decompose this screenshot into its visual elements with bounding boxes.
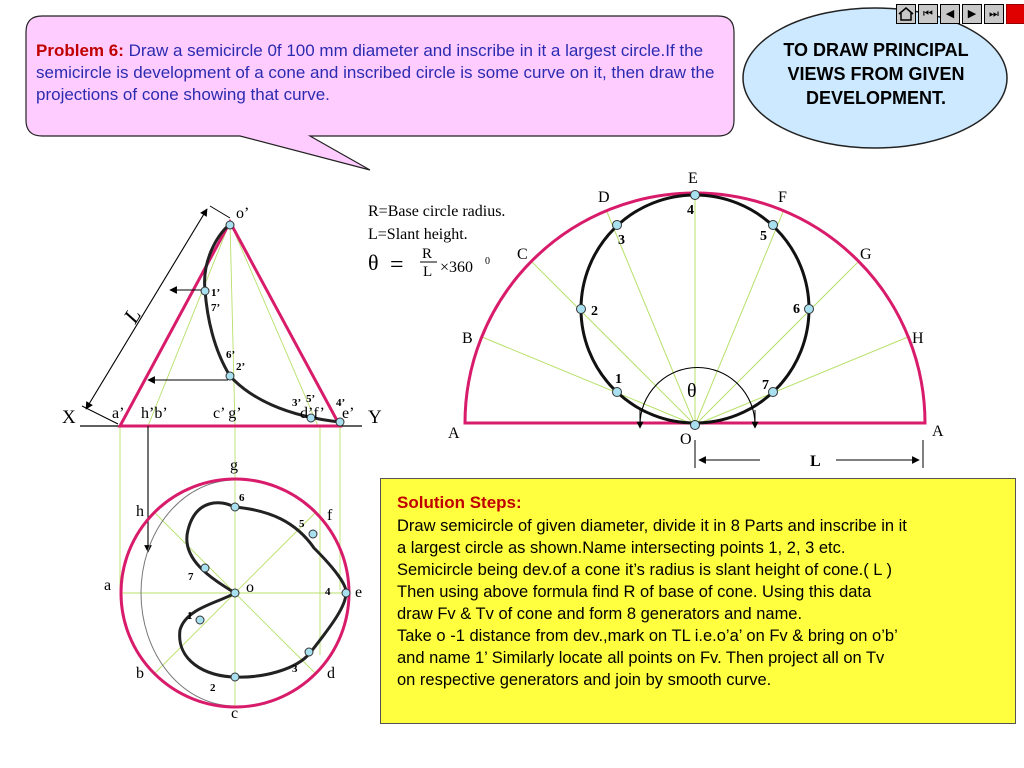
last-slide-button[interactable]: ⏭ — [984, 4, 1004, 24]
tv-point-3 — [305, 648, 313, 656]
formula-equals: = — [390, 252, 404, 278]
tv-num-3: 3 — [292, 663, 298, 675]
top-view — [104, 457, 362, 722]
dev-point-1 — [613, 388, 622, 397]
fv-curve — [205, 224, 340, 422]
dev-label-e: E — [688, 170, 698, 187]
dev-num-7: 7 — [762, 378, 769, 393]
formula — [368, 203, 505, 280]
fv-base-label-a: a’ — [112, 405, 125, 422]
dev-point-o — [691, 421, 700, 430]
dev-point-3 — [613, 221, 622, 230]
tv-point-4 — [342, 589, 350, 597]
dev-label-f: F — [778, 189, 787, 206]
next-slide-button[interactable]: ▶ — [962, 4, 982, 24]
end-show-button[interactable] — [1006, 4, 1024, 24]
tv-center-label: o — [246, 579, 254, 596]
solution-steps-box — [380, 478, 1016, 724]
fv-point-label-1: 1’ — [211, 287, 221, 299]
home-icon[interactable] — [896, 4, 916, 24]
page-heading: TO DRAW PRINCIPAL VIEWS FROM GIVEN DEVELOPMENT. — [783, 40, 969, 108]
problem-statement — [36, 40, 736, 106]
tv-num-7: 7 — [188, 571, 194, 583]
tv-curve — [180, 503, 346, 677]
fv-point-apex — [226, 221, 234, 229]
fv-base-label-df: d’f’ — [300, 405, 325, 422]
dev-label-a-left: A — [448, 425, 460, 442]
fv-point-1-7 — [201, 287, 209, 295]
tv-point-2 — [231, 673, 239, 681]
tv-label-f: f — [327, 507, 333, 524]
tv-label-c: c — [231, 705, 239, 722]
tv-num-6: 6 — [239, 492, 245, 504]
tv-point-1 — [196, 616, 204, 624]
dev-num-6: 6 — [793, 302, 800, 317]
problem-text: Draw a semicircle 0f 100 mm diameter and inscribe in it a largest circle.If the semicircle is development of a cone and inscribed circle is some curve on it, then draw the projections of cone showing that curve. — [36, 41, 715, 104]
formula-numerator: R — [422, 246, 433, 262]
dev-point-5 — [769, 221, 778, 230]
solution-steps-body: Draw semicircle of given diameter, divide it in 8 Parts and inscribe in it a largest circle as shown.Name intersecting points 1, 2, 3 etc. Semicircle being dev.of a cone it’s radius is slant height of cone.( L ) Then using above formula find R of base of cone. Using this data draw Fv & Tv of cone and form 8 generators and name. Take o -1 distance from dev.,mark on TL i.e.o’a’ on Fv & bring on o’b’ and name 1’ Similarly locate all points on Fv. Then project all on Tv on respective generators and join by smooth curve. — [397, 517, 907, 689]
dev-center-label: O — [680, 431, 692, 448]
formula-times-360: ×360 — [440, 259, 474, 276]
dev-label-c: C — [517, 246, 528, 263]
dev-label-a-right: A — [932, 423, 944, 440]
tv-center-point — [231, 589, 239, 597]
fv-point-label-2: 2’ — [236, 361, 246, 373]
dev-num-1: 1 — [615, 372, 622, 387]
fv-l-label: L — [118, 303, 146, 328]
formula-theta: θ — [368, 250, 379, 275]
fv-y-label: Y — [368, 407, 382, 428]
dev-num-4: 4 — [687, 203, 694, 218]
dev-point-6 — [805, 305, 814, 314]
dev-theta-label: θ — [687, 380, 697, 402]
dev-num-5: 5 — [760, 229, 767, 244]
tv-num-2: 2 — [210, 682, 216, 694]
dev-point-7 — [769, 388, 778, 397]
tv-label-e: e — [355, 584, 363, 601]
fv-base-label-cg: c’ g’ — [213, 405, 242, 422]
formula-denominator: L — [423, 264, 433, 280]
dev-num-3: 3 — [618, 233, 625, 248]
tv-label-b: b — [136, 665, 144, 682]
fv-point-label-5: 5’ — [306, 393, 316, 405]
development-l-label: L — [810, 453, 821, 470]
tv-point-6 — [231, 503, 239, 511]
dev-label-b: B — [462, 330, 473, 347]
fv-base-label-e: e’ — [342, 405, 355, 422]
solution-steps-title: Solution Steps: — [397, 493, 522, 512]
formula-l-def: L=Slant height. — [368, 226, 468, 243]
first-slide-button[interactable]: ⏮ — [918, 4, 938, 24]
slide-navigation — [896, 4, 1024, 24]
tv-num-1: 1 — [187, 610, 193, 622]
fv-x-label: X — [62, 407, 76, 428]
fv-point-label-7: 7’ — [211, 302, 221, 314]
tv-num-5: 5 — [299, 518, 305, 530]
tv-label-g: g — [230, 457, 238, 474]
problem-label: Problem 6: — [36, 41, 124, 60]
fv-apex-label: o’ — [236, 205, 250, 222]
fv-point-label-4: 4’ — [336, 397, 346, 409]
fv-point-label-6: 6’ — [226, 349, 236, 361]
dev-point-4 — [691, 191, 700, 200]
fv-base-label-hb: h’b’ — [141, 405, 168, 422]
tv-label-h: h — [136, 503, 144, 520]
dev-num-2: 2 — [591, 304, 598, 319]
dev-label-d: D — [598, 189, 610, 206]
fv-point-2-6 — [226, 372, 234, 380]
formula-r-def: R=Base circle radius. — [368, 203, 506, 220]
tv-label-d: d — [327, 665, 335, 682]
fv-point-label-3: 3’ — [292, 397, 302, 409]
tv-num-4: 4 — [325, 586, 331, 598]
tv-point-5 — [309, 530, 317, 538]
dev-label-g: G — [860, 246, 872, 263]
previous-slide-button[interactable]: ◀ — [940, 4, 960, 24]
formula-degree: 0 — [485, 256, 490, 267]
tv-point-7 — [201, 564, 209, 572]
dev-label-h: H — [912, 330, 924, 347]
tv-label-a: a — [104, 577, 112, 594]
dev-point-2 — [577, 305, 586, 314]
development — [448, 170, 944, 470]
